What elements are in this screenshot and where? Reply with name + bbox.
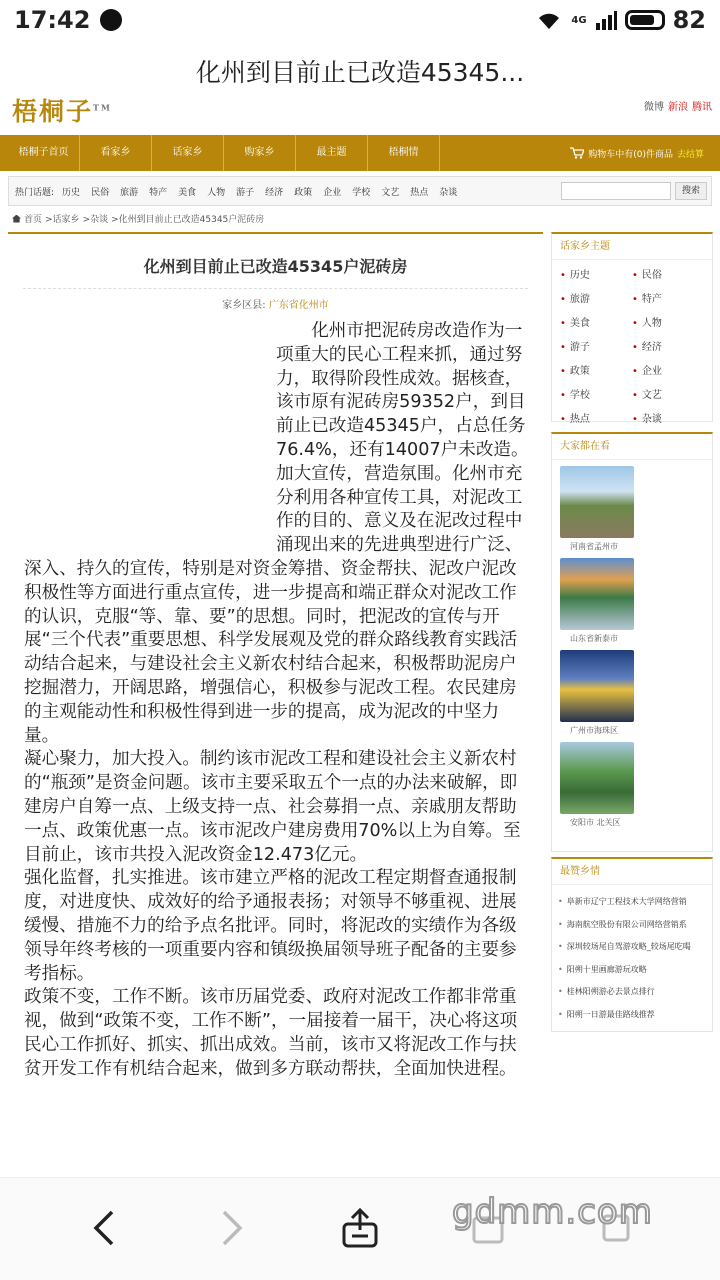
- hot-tag[interactable]: 人物: [207, 187, 226, 198]
- photo-thumbnail[interactable]: [560, 558, 634, 630]
- signal-icon: [595, 9, 617, 31]
- hot-tag[interactable]: 经济: [265, 187, 284, 198]
- hot-tag[interactable]: 政策: [294, 187, 313, 198]
- image-placeholder: [24, 320, 276, 536]
- hot-tag[interactable]: 旅游: [120, 187, 139, 198]
- hot-tag[interactable]: 企业: [323, 187, 342, 198]
- hot-tag[interactable]: 历史: [62, 187, 81, 198]
- nav-wutong[interactable]: 梧桐情: [368, 135, 440, 171]
- topic-link[interactable]: • 人物: [632, 314, 704, 329]
- site-search-input[interactable]: [561, 182, 671, 200]
- photo-caption[interactable]: 河南省孟州市: [570, 542, 618, 551]
- nav-view-hometown[interactable]: 看家乡: [80, 135, 152, 171]
- site-logo[interactable]: 梧桐子™: [12, 97, 112, 126]
- main-nav: [0, 135, 720, 171]
- breadcrumb-home[interactable]: 首页: [24, 215, 43, 225]
- topic-link[interactable]: • 旅游: [560, 290, 632, 305]
- latest-link[interactable]: • 桂林阳朔游必去景点排行: [558, 981, 706, 1004]
- share-icon: [341, 1208, 379, 1248]
- meta-location-link[interactable]: 广东省化州市: [268, 300, 329, 311]
- breadcrumb: [12, 212, 264, 225]
- checkout-link[interactable]: 去结算: [676, 149, 704, 160]
- weibo-tencent-link[interactable]: 腾讯: [692, 102, 712, 113]
- sidebar-popular-title: 大家都在看: [552, 434, 712, 460]
- hot-tag[interactable]: 热点: [410, 187, 429, 198]
- share-button[interactable]: [340, 1208, 380, 1248]
- hot-tag[interactable]: 杂谈: [439, 187, 458, 198]
- forward-icon: [220, 1210, 244, 1246]
- latest-link[interactable]: • 海南航空股份有限公司网络营销系: [558, 914, 706, 937]
- article-meta: [8, 296, 543, 311]
- notification-icon: [100, 9, 122, 31]
- hot-tag[interactable]: 民俗: [91, 187, 110, 198]
- hot-tag[interactable]: 游子: [236, 187, 255, 198]
- hot-topics-bar: [8, 176, 712, 206]
- hot-tag[interactable]: 文艺: [381, 187, 400, 198]
- hot-tag[interactable]: 美食: [178, 187, 197, 198]
- article-body: [24, 320, 534, 1082]
- article-paragraph: 凝心聚力，加大投入。制约该市泥改工程和建设社会主义新农村的“瓶颈”是资金问题。该市主要采取五个一点的办法来破解，即建房户自筹一点、上级支持一点、社会募捐一点、亲戚朋友帮助一点、政策优惠一点。该市泥改户建房费用70%以上为自筹。至目前止，该市共投入泥改资金12.473亿元。: [24, 749, 521, 865]
- hot-tag[interactable]: 特产: [149, 187, 168, 198]
- photo-caption[interactable]: 安阳市 北关区: [570, 818, 621, 827]
- sidebar-topics-title: 话家乡主题: [552, 234, 712, 260]
- article-paragraph: 政策不变，工作不断。该市历届党委、政府对泥改工作都非常重视，做到“政策不变，工作不断”，一届接着一届干，决心将这项民心工作抓好、抓实、抓出成效。当前，该市又将泥改工作与扶贫开发工作有机结合起来，做到多方联动帮扶，全面加快进程。: [24, 987, 518, 1079]
- topic-link[interactable]: • 政策: [560, 362, 632, 377]
- topic-link[interactable]: • 企业: [632, 362, 704, 377]
- photo-caption[interactable]: 广州市海珠区: [570, 726, 618, 735]
- latest-link[interactable]: • 阜新市辽宁工程技术大学网络营销: [558, 891, 706, 914]
- article-title: 化州到目前止已改造45345户泥砖房: [143, 257, 408, 276]
- watermark: gdmm.com: [452, 1192, 653, 1232]
- weibo-sina-link[interactable]: 新浪: [668, 102, 688, 113]
- sidebar-popular: [551, 432, 713, 852]
- sidebar-latest-title: 最赞乡情: [552, 859, 712, 885]
- forward-button[interactable]: [212, 1208, 252, 1248]
- back-button[interactable]: [84, 1208, 124, 1248]
- photo-thumbnail[interactable]: [560, 466, 634, 538]
- weibo-links: [644, 98, 712, 113]
- nav-home[interactable]: 梧桐子首页: [8, 135, 80, 171]
- photo-thumbnail[interactable]: [560, 650, 634, 722]
- article-panel: [8, 232, 543, 1177]
- site-header: [0, 92, 720, 134]
- title-divider: [23, 288, 528, 289]
- site-search-button[interactable]: 搜索: [675, 182, 707, 200]
- latest-link[interactable]: • 深圳较场尾自驾游攻略_较场尾吃喝: [558, 936, 706, 959]
- article-paragraph: 加大宣传，营造氛围。化州市充分利用各种宣传工具，对泥改工作的目的、意义及在泥改过程中涌现出来的先进典型进行广泛、深入、持久的宣传，特别是对资金筹措、资金帮扶、泥改户泥改积极性等方面进行重点宣传，进一步提高和端正群众对泥改工作的认识，克服“等、靠、要”的思想。同时，把泥改的宣传与开展“三个代表”重要思想、科学发展观及党的群众路线教育实践活动结合起来，与建设社会主义新农村结合起来，积极帮助泥房户挖掘潜力，开阔思路，增强信心，积极参与泥改工程。农民建房的主观能动性和积极性得到进一步的提高，成为泥改的中坚力量。: [24, 463, 523, 746]
- topic-link[interactable]: • 特产: [632, 290, 704, 305]
- nav-buy-hometown[interactable]: 购家乡: [224, 135, 296, 171]
- cart-link[interactable]: [570, 147, 720, 160]
- sidebar-latest: [551, 857, 713, 1032]
- breadcrumb-current: >化州到目前止已改造45345户泥砖房: [111, 215, 265, 225]
- wifi-icon: [535, 9, 563, 31]
- cart-icon: [570, 147, 584, 159]
- meta-label: 家乡区县:: [222, 300, 266, 311]
- topic-link[interactable]: • 学校: [560, 386, 632, 401]
- back-icon: [92, 1210, 116, 1246]
- hot-topics-label: 热门话题:: [15, 187, 55, 198]
- battery-level: 82: [672, 6, 706, 34]
- topic-link[interactable]: • 杂谈: [632, 410, 704, 425]
- cart-text: 购物车中有(0)件商品: [588, 149, 673, 160]
- breadcrumb-talk[interactable]: >话家乡: [45, 215, 80, 225]
- topic-link[interactable]: • 美食: [560, 314, 632, 329]
- topic-link[interactable]: • 经济: [632, 338, 704, 353]
- battery-icon: [625, 10, 665, 30]
- topic-link[interactable]: • 民俗: [632, 266, 704, 281]
- home-icon: [12, 215, 21, 223]
- article-paragraph: 化州市把泥砖房改造作为一项重大的民心工程来抓，通过努力，取得阶段性成效。据核查，该市原有泥砖房59352户，到目前止已改造45345户，占总任务76.4%，还有14007户未改造。: [276, 321, 529, 460]
- photo-thumbnail[interactable]: [560, 742, 634, 814]
- network-type: 4G: [571, 14, 587, 26]
- browser-title: 化州到目前止已改造45345...: [195, 58, 525, 87]
- article-paragraph: 强化监督，扎实推进。该市建立严格的泥改工程定期督查通报制度，对进度快、成效好的给予通报表扬；对领导不够重视、进展缓慢、措施不力的给予点名批评。同时，将泥改的实绩作为各级领导年终考核的一项重要内容和镇级换届领导班子配备的主要参考指标。: [24, 868, 517, 984]
- nav-talk-hometown[interactable]: 话家乡: [152, 135, 224, 171]
- weibo-label: 微博: [644, 102, 664, 113]
- topic-link[interactable]: • 游子: [560, 338, 632, 353]
- latest-link[interactable]: • 阳朔十里画廊游玩攻略: [558, 959, 706, 982]
- latest-link[interactable]: • 阳朔一日游最佳路线推荐: [558, 1004, 706, 1027]
- sidebar-topics: [551, 232, 713, 425]
- browser-bottom-bar: [0, 1177, 720, 1280]
- status-time: 17:42: [14, 6, 91, 34]
- status-bar: [0, 0, 720, 40]
- web-page: [0, 92, 720, 1177]
- nav-topics[interactable]: 最主题: [296, 135, 368, 171]
- breadcrumb-misc[interactable]: >杂谈: [82, 215, 109, 225]
- photo-caption[interactable]: 山东省新泰市: [570, 634, 618, 643]
- topic-link[interactable]: • 文艺: [632, 386, 704, 401]
- topic-link[interactable]: • 历史: [560, 266, 632, 281]
- topic-link[interactable]: • 热点: [560, 410, 632, 425]
- hot-tag[interactable]: 学校: [352, 187, 371, 198]
